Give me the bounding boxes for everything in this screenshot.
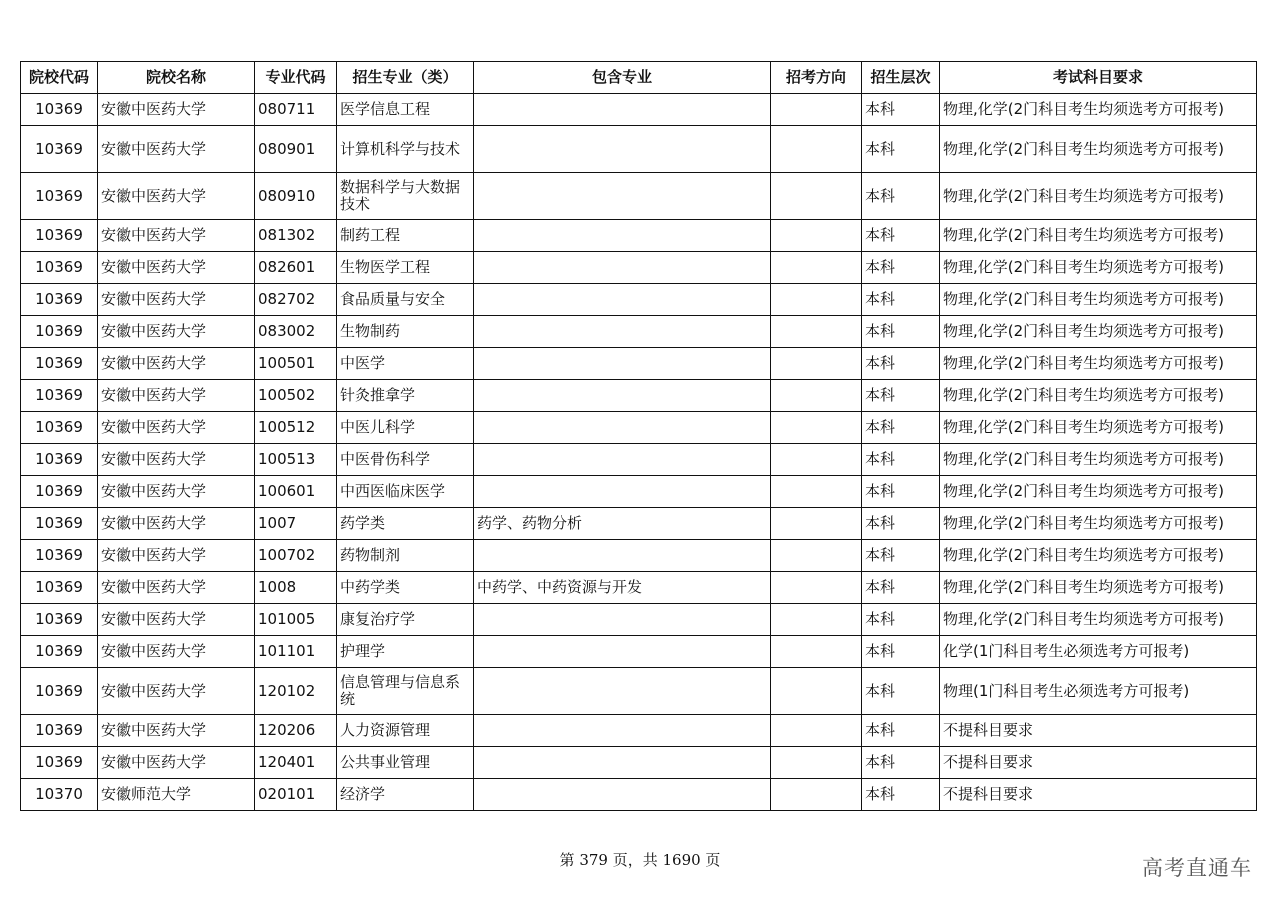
cell-school-code: 10369: [21, 126, 98, 173]
table-row: [21, 476, 1257, 508]
cell-school-code: 10369: [21, 508, 98, 540]
cell-major-name: 人力资源管理: [337, 715, 474, 747]
cell-school-code: 10369: [21, 380, 98, 412]
cell-school-name: 安徽中医药大学: [98, 444, 255, 476]
cell-school-code: 10369: [21, 316, 98, 348]
cell-included-majors: [474, 604, 771, 636]
cell-school-code: 10369: [21, 715, 98, 747]
cell-subject-requirements: 物理,化学(2门科目考生均须选考方可报考): [940, 220, 1257, 252]
table-header: [21, 62, 1257, 94]
cell-subject-requirements: 物理,化学(2门科目考生均须选考方可报考): [940, 540, 1257, 572]
cell-level: 本科: [862, 126, 940, 173]
cell-subject-requirements: 物理,化学(2门科目考生均须选考方可报考): [940, 284, 1257, 316]
cell-direction: [771, 348, 862, 380]
cell-school-name: 安徽中医药大学: [98, 636, 255, 668]
cell-school-code: 10369: [21, 540, 98, 572]
cell-level: 本科: [862, 540, 940, 572]
cell-major-code: 100702: [255, 540, 337, 572]
cell-school-code: 10369: [21, 604, 98, 636]
cell-included-majors: [474, 779, 771, 811]
cell-school-name: 安徽中医药大学: [98, 316, 255, 348]
cell-school-name: 安徽中医药大学: [98, 604, 255, 636]
cell-school-name: 安徽中医药大学: [98, 380, 255, 412]
header-school-name: 院校名称: [98, 62, 255, 94]
cell-major-name: 经济学: [337, 779, 474, 811]
cell-level: 本科: [862, 572, 940, 604]
cell-major-code: 101005: [255, 604, 337, 636]
cell-level: 本科: [862, 747, 940, 779]
cell-school-code: 10369: [21, 636, 98, 668]
header-included-majors: 包含专业: [474, 62, 771, 94]
cell-level: 本科: [862, 508, 940, 540]
header-subject-requirements: 考试科目要求: [940, 62, 1257, 94]
cell-school-code: 10369: [21, 444, 98, 476]
cell-direction: [771, 508, 862, 540]
table-body: [21, 94, 1257, 811]
table-row: [21, 126, 1257, 173]
cell-included-majors: [474, 252, 771, 284]
cell-subject-requirements: 物理,化学(2门科目考生均须选考方可报考): [940, 348, 1257, 380]
cell-school-code: 10369: [21, 747, 98, 779]
cell-school-name: 安徽中医药大学: [98, 412, 255, 444]
cell-direction: [771, 572, 862, 604]
page-number: 第 379 页，共 1690 页: [559, 851, 721, 869]
table-row: [21, 715, 1257, 747]
cell-school-name: 安徽中医药大学: [98, 508, 255, 540]
table-row: [21, 444, 1257, 476]
cell-subject-requirements: 物理,化学(2门科目考生均须选考方可报考): [940, 476, 1257, 508]
cell-school-name: 安徽中医药大学: [98, 220, 255, 252]
cell-school-name: 安徽中医药大学: [98, 747, 255, 779]
cell-included-majors: [474, 715, 771, 747]
cell-subject-requirements: 不提科目要求: [940, 779, 1257, 811]
cell-major-name: 护理学: [337, 636, 474, 668]
cell-subject-requirements: 物理,化学(2门科目考生均须选考方可报考): [940, 252, 1257, 284]
cell-major-code: 120401: [255, 747, 337, 779]
cell-level: 本科: [862, 636, 940, 668]
cell-included-majors: [474, 348, 771, 380]
cell-level: 本科: [862, 444, 940, 476]
cell-major-name: 药物制剂: [337, 540, 474, 572]
cell-direction: [771, 412, 862, 444]
cell-direction: [771, 747, 862, 779]
cell-school-code: 10369: [21, 284, 98, 316]
cell-direction: [771, 668, 862, 715]
cell-subject-requirements: 物理(1门科目考生必须选考方可报考): [940, 668, 1257, 715]
cell-included-majors: [474, 94, 771, 126]
cell-major-name: 康复治疗学: [337, 604, 474, 636]
cell-major-name: 计算机科学与技术: [337, 126, 474, 173]
cell-level: 本科: [862, 668, 940, 715]
cell-school-name: 安徽中医药大学: [98, 476, 255, 508]
cell-school-code: 10369: [21, 668, 98, 715]
header-school-code: 院校代码: [21, 62, 98, 94]
cell-direction: [771, 476, 862, 508]
cell-major-code: 100601: [255, 476, 337, 508]
watermark: 高考直通车: [1142, 856, 1252, 880]
cell-included-majors: [474, 476, 771, 508]
cell-major-code: 120102: [255, 668, 337, 715]
cell-major-name: 医学信息工程: [337, 94, 474, 126]
cell-major-code: 020101: [255, 779, 337, 811]
cell-school-name: 安徽中医药大学: [98, 715, 255, 747]
cell-level: 本科: [862, 252, 940, 284]
cell-level: 本科: [862, 173, 940, 220]
cell-direction: [771, 715, 862, 747]
admission-table: [20, 61, 1257, 811]
cell-included-majors: [474, 668, 771, 715]
table-row: [21, 604, 1257, 636]
cell-major-name: 中药学类: [337, 572, 474, 604]
table-row: [21, 316, 1257, 348]
cell-direction: [771, 220, 862, 252]
cell-level: 本科: [862, 715, 940, 747]
header-row: [21, 62, 1257, 94]
cell-level: 本科: [862, 604, 940, 636]
table-row: [21, 636, 1257, 668]
cell-level: 本科: [862, 94, 940, 126]
cell-major-name: 生物医学工程: [337, 252, 474, 284]
cell-included-majors: [474, 412, 771, 444]
cell-school-name: 安徽中医药大学: [98, 540, 255, 572]
cell-major-code: 080711: [255, 94, 337, 126]
header-direction: 招考方向: [771, 62, 862, 94]
cell-level: 本科: [862, 380, 940, 412]
cell-major-code: 081302: [255, 220, 337, 252]
cell-subject-requirements: 物理,化学(2门科目考生均须选考方可报考): [940, 572, 1257, 604]
table-row: [21, 252, 1257, 284]
cell-subject-requirements: 不提科目要求: [940, 715, 1257, 747]
cell-major-name: 数据科学与大数据技术: [337, 173, 474, 220]
cell-subject-requirements: 物理,化学(2门科目考生均须选考方可报考): [940, 508, 1257, 540]
cell-included-majors: [474, 747, 771, 779]
cell-major-code: 083002: [255, 316, 337, 348]
cell-level: 本科: [862, 348, 940, 380]
cell-level: 本科: [862, 476, 940, 508]
cell-subject-requirements: 物理,化学(2门科目考生均须选考方可报考): [940, 126, 1257, 173]
cell-major-code: 080901: [255, 126, 337, 173]
cell-school-code: 10369: [21, 476, 98, 508]
cell-subject-requirements: 物理,化学(2门科目考生均须选考方可报考): [940, 316, 1257, 348]
header-major-code: 专业代码: [255, 62, 337, 94]
cell-subject-requirements: 物理,化学(2门科目考生均须选考方可报考): [940, 380, 1257, 412]
table-row: [21, 747, 1257, 779]
cell-included-majors: [474, 540, 771, 572]
cell-direction: [771, 444, 862, 476]
cell-subject-requirements: 物理,化学(2门科目考生均须选考方可报考): [940, 94, 1257, 126]
cell-major-name: 制药工程: [337, 220, 474, 252]
table-row: [21, 412, 1257, 444]
cell-major-code: 082702: [255, 284, 337, 316]
cell-major-name: 中医学: [337, 348, 474, 380]
cell-school-code: 10369: [21, 252, 98, 284]
cell-direction: [771, 252, 862, 284]
cell-school-name: 安徽中医药大学: [98, 572, 255, 604]
table-row: [21, 220, 1257, 252]
cell-direction: [771, 604, 862, 636]
table-row: [21, 348, 1257, 380]
cell-subject-requirements: 物理,化学(2门科目考生均须选考方可报考): [940, 412, 1257, 444]
cell-subject-requirements: 物理,化学(2门科目考生均须选考方可报考): [940, 173, 1257, 220]
cell-major-name: 中医儿科学: [337, 412, 474, 444]
cell-included-majors: [474, 220, 771, 252]
cell-direction: [771, 94, 862, 126]
cell-included-majors: [474, 284, 771, 316]
cell-school-name: 安徽中医药大学: [98, 173, 255, 220]
cell-subject-requirements: 物理,化学(2门科目考生均须选考方可报考): [940, 604, 1257, 636]
cell-level: 本科: [862, 412, 940, 444]
table-row: [21, 668, 1257, 715]
cell-school-name: 安徽中医药大学: [98, 348, 255, 380]
cell-included-majors: [474, 173, 771, 220]
header-major-name: 招生专业（类）: [337, 62, 474, 94]
cell-school-code: 10369: [21, 348, 98, 380]
cell-major-name: 药学类: [337, 508, 474, 540]
cell-school-name: 安徽中医药大学: [98, 126, 255, 173]
cell-school-name: 安徽师范大学: [98, 779, 255, 811]
cell-level: 本科: [862, 220, 940, 252]
cell-major-code: 100512: [255, 412, 337, 444]
cell-included-majors: [474, 444, 771, 476]
cell-level: 本科: [862, 284, 940, 316]
cell-direction: [771, 380, 862, 412]
cell-school-code: 10369: [21, 412, 98, 444]
cell-major-name: 信息管理与信息系统: [337, 668, 474, 715]
cell-included-majors: 中药学、中药资源与开发: [474, 572, 771, 604]
cell-major-name: 中医骨伤科学: [337, 444, 474, 476]
cell-subject-requirements: 化学(1门科目考生必须选考方可报考): [940, 636, 1257, 668]
cell-included-majors: 药学、药物分析: [474, 508, 771, 540]
cell-direction: [771, 173, 862, 220]
table-row: [21, 173, 1257, 220]
table-row: [21, 779, 1257, 811]
cell-school-code: 10369: [21, 220, 98, 252]
cell-school-name: 安徽中医药大学: [98, 668, 255, 715]
cell-major-name: 中西医临床医学: [337, 476, 474, 508]
cell-major-code: 100502: [255, 380, 337, 412]
cell-school-name: 安徽中医药大学: [98, 284, 255, 316]
table-row: [21, 94, 1257, 126]
cell-major-name: 生物制药: [337, 316, 474, 348]
cell-major-code: 080910: [255, 173, 337, 220]
cell-major-code: 101101: [255, 636, 337, 668]
cell-school-code: 10369: [21, 572, 98, 604]
header-level: 招生层次: [862, 62, 940, 94]
cell-direction: [771, 284, 862, 316]
cell-major-name: 公共事业管理: [337, 747, 474, 779]
cell-direction: [771, 316, 862, 348]
cell-major-code: 100513: [255, 444, 337, 476]
cell-included-majors: [474, 636, 771, 668]
table-row: [21, 572, 1257, 604]
cell-major-name: 食品质量与安全: [337, 284, 474, 316]
cell-direction: [771, 636, 862, 668]
table-row: [21, 380, 1257, 412]
cell-level: 本科: [862, 316, 940, 348]
table-row: [21, 284, 1257, 316]
cell-school-code: 10370: [21, 779, 98, 811]
cell-direction: [771, 540, 862, 572]
cell-direction: [771, 126, 862, 173]
cell-school-code: 10369: [21, 94, 98, 126]
table-row: [21, 508, 1257, 540]
cell-major-code: 1008: [255, 572, 337, 604]
cell-subject-requirements: 不提科目要求: [940, 747, 1257, 779]
cell-school-code: 10369: [21, 173, 98, 220]
cell-included-majors: [474, 126, 771, 173]
cell-major-code: 1007: [255, 508, 337, 540]
table-row: [21, 540, 1257, 572]
cell-included-majors: [474, 380, 771, 412]
cell-school-name: 安徽中医药大学: [98, 252, 255, 284]
cell-major-code: 120206: [255, 715, 337, 747]
cell-major-code: 100501: [255, 348, 337, 380]
cell-major-name: 针灸推拿学: [337, 380, 474, 412]
cell-major-code: 082601: [255, 252, 337, 284]
cell-included-majors: [474, 316, 771, 348]
cell-direction: [771, 779, 862, 811]
cell-subject-requirements: 物理,化学(2门科目考生均须选考方可报考): [940, 444, 1257, 476]
cell-level: 本科: [862, 779, 940, 811]
cell-school-name: 安徽中医药大学: [98, 94, 255, 126]
